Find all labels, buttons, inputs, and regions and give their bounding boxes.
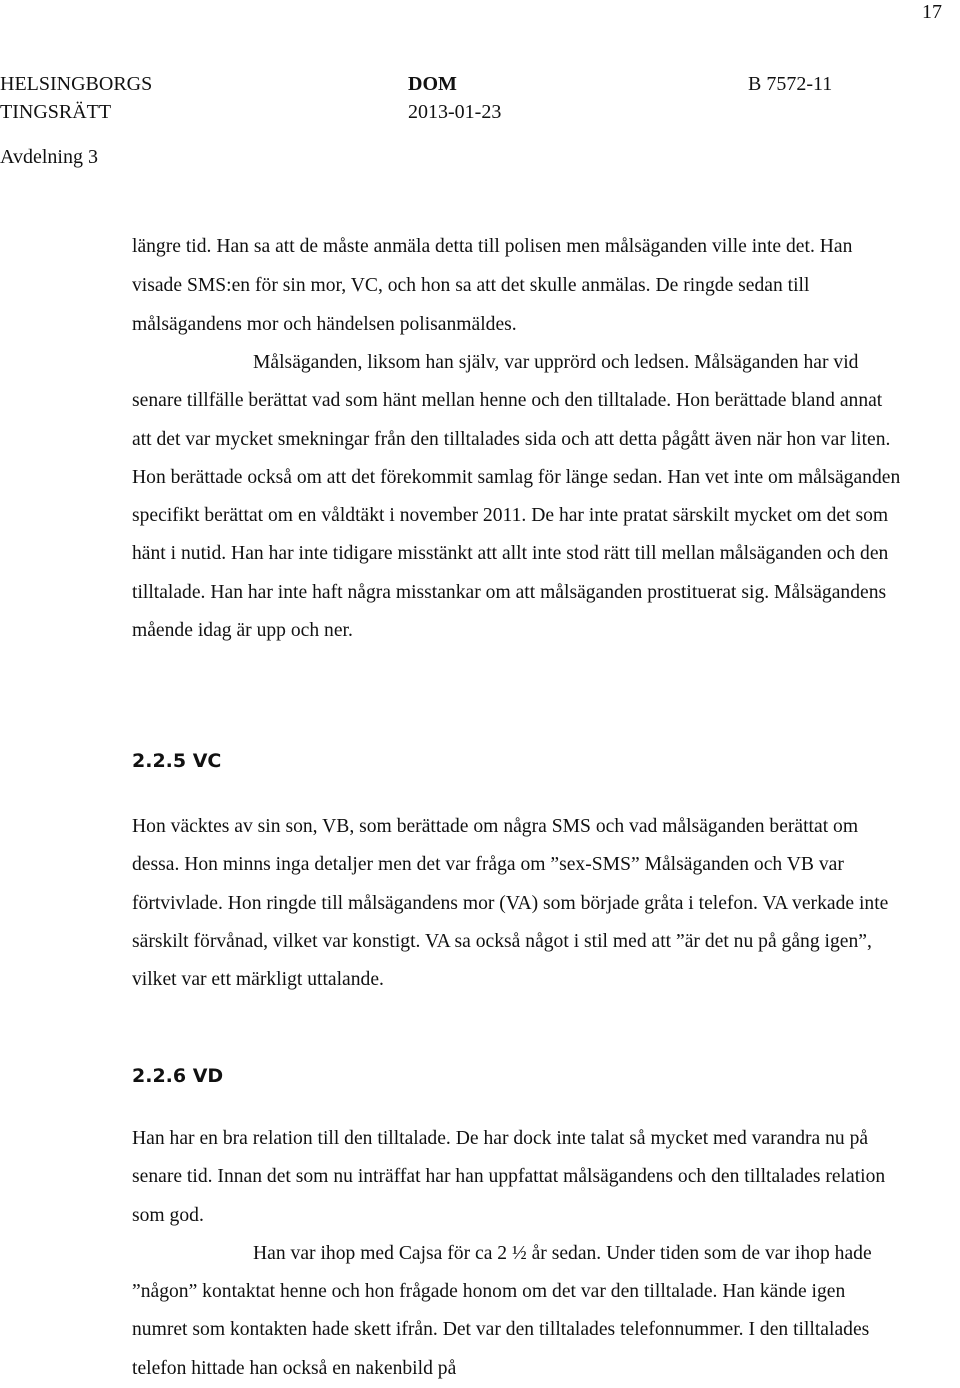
paragraph: Målsäganden, liksom han själv, var upprörd och ledsen. Målsäganden har vid senare tillfälle berättat vad som hänt mellan henne och den tilltalade. Hon berättade bland annat att det var mycket smekningar från den tilltalades sida och att detta pågått även när hon var liten. Hon berättade också om att det förekommit samlag för länge sedan. Han vet inte om målsäganden specifikt berättat om en våldtäkt i november 2011. De har inte pratat särskilt mycket om det som hänt i nutid. Han har inte tidigare misstänkt att allt inte stod rätt till mellan målsäganden och den tilltalade. Han har inte haft några misstankar om att målsäganden prostituerat sig. Målsägandens mående idag är upp och ner.: [132, 352, 901, 642]
paragraph: Han har en bra relation till den tilltalade. De har dock inte talat så mycket med varandra nu på senare tid. Innan det som nu inträffat har han uppfattat målsägandens och den tilltalades relation som god.: [132, 1128, 886, 1226]
testimony-continued: [132, 227, 902, 650]
page-number: 17: [922, 1, 942, 23]
document-date: 2013-01-23: [408, 101, 502, 123]
court-name-line1: HELSINGBORGS: [0, 73, 153, 95]
paragraph: Han var ihop med Cajsa för ca 2 ½ år sedan. Under tiden som de var ihop hade ”någon” kontaktat henne och hon frågade honom om det var den tilltalade. Han kände igen numret som kontakten hade skett ifrån. Det var den tilltalades telefonnummer. I den tilltalades telefon hittade han också en nakenbild på: [132, 1242, 872, 1379]
testimony-vc: [132, 808, 902, 999]
section-heading-vd: 2.2.6 VD: [132, 1065, 224, 1087]
court-name-line2: TINGSRÄTT: [0, 101, 112, 123]
document-type: DOM: [408, 73, 457, 95]
case-number: B 7572-11: [748, 73, 833, 95]
paragraph: Hon väcktes av sin son, VB, som berättade om några SMS och vad målsäganden berättat om dessa. Hon minns inga detaljer men det var fråga om ”sex-SMS” Målsäganden och VB var förtvivlade. Hon ringde till målsägandens mor (VA) som började gråta i telefon. VA verkade inte särskilt förvånad, vilket var konstigt. VA sa också något i stil med att ”är det nu på gång igen”, vilket var ett märkligt uttalande.: [132, 816, 889, 991]
court-name: [0, 70, 152, 126]
division: Avdelning 3: [0, 146, 98, 168]
section-heading-vc: 2.2.5 VC: [132, 750, 222, 772]
paragraph: längre tid. Han sa att de måste anmäla detta till polisen men målsäganden ville inte det. Han visade SMS:en för sin mor, VC, och hon sa att det skulle anmälas. De ringde sedan till målsägandens mor och händelsen polisanmäldes.: [132, 236, 853, 335]
testimony-vd: [132, 1120, 902, 1388]
document-info: [408, 70, 501, 126]
